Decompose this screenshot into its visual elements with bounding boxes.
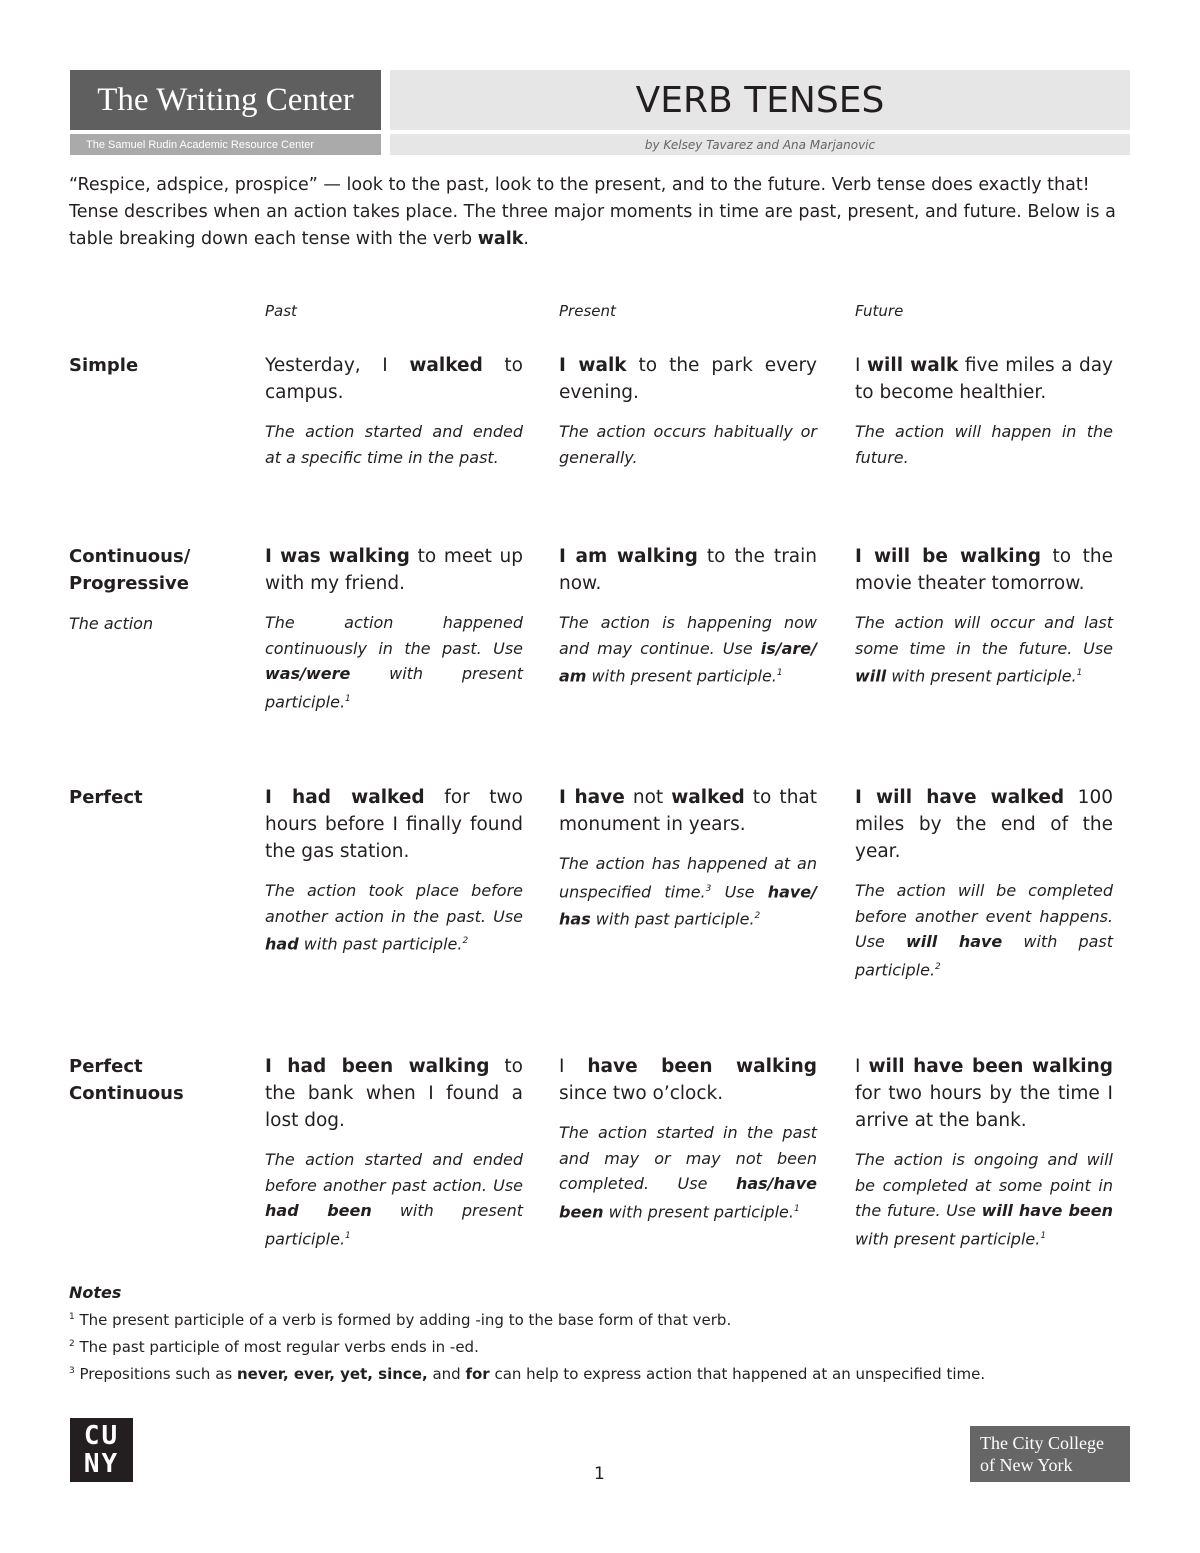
description-part: with past participle. (590, 909, 755, 929)
logo-text: The Writing Center (97, 81, 354, 118)
example-part: walked (409, 355, 483, 376)
logo-subtitle: The Samuel Rudin Academic Resource Center (70, 134, 381, 155)
description-part: The action is ongoing and will be completed at some point in the future. Use (855, 1150, 1113, 1220)
example-part: Yesterday, I (265, 355, 410, 376)
tense-description (855, 878, 1113, 982)
tense-description (855, 1147, 1113, 1251)
tense-description (559, 851, 817, 932)
example-sentence (559, 352, 817, 406)
example-sentence (559, 784, 817, 838)
example-sentence (265, 543, 523, 597)
description-part: 2 (935, 961, 941, 972)
description-part: 1 (776, 668, 783, 678)
table-cell-perfect-continuous-past (265, 1053, 523, 1251)
tense-description (559, 610, 817, 689)
table-cell-simple-present (559, 352, 817, 470)
description-part: with present participle. (265, 664, 523, 711)
note-part: The past participle of most regular verbs ends in -ed. (74, 1338, 479, 1356)
description-part: 1 (345, 1230, 351, 1241)
table-cell-simple-past (265, 352, 523, 470)
example-part: to the movie theater tomorrow. (855, 546, 1113, 594)
description-part: The action will be completed before another event happens. Use (855, 881, 1113, 951)
example-sentence (855, 784, 1113, 865)
example-sentence (559, 1053, 817, 1107)
description-part: 2 (462, 936, 469, 946)
table-cell-perfect-present (559, 784, 817, 932)
note-item (69, 1359, 1131, 1386)
example-sentence (265, 784, 523, 865)
description-part: The action started in the past and may or may not been completed. Use (559, 1123, 817, 1193)
example-sentence (855, 352, 1113, 406)
description-part: was/were (265, 664, 351, 683)
tense-description (559, 419, 817, 470)
table-cell-perfect-future (855, 784, 1113, 982)
example-part: will have been walking (868, 1056, 1113, 1077)
cuny-logo (70, 1418, 133, 1482)
intro-end: . (523, 229, 529, 249)
description-part: with present participle. (586, 666, 777, 686)
college-name-line1: The City College (980, 1433, 1104, 1453)
note-part: never, ever, yet, since, (236, 1365, 428, 1383)
table-cell-continuous-progressive-past (265, 543, 523, 714)
description-part: will have been (981, 1201, 1113, 1220)
description-part: with present participle. (855, 1228, 1041, 1248)
description-part: 1 (1076, 668, 1083, 678)
description-part: The action will happen in the future. (855, 422, 1113, 467)
description-part: The action occurs habitually or generally. (559, 422, 817, 467)
cuny-logo-line2: NY (83, 1449, 120, 1479)
column-header-past: Past (265, 302, 297, 320)
example-part: to the bank when I found a lost dog. (265, 1056, 524, 1131)
example-part: for two hours by the time I arrive at the bank. (855, 1083, 1113, 1131)
tense-description (265, 878, 523, 957)
description-part: with present participle. (886, 666, 1077, 686)
description-part: with present participle. (603, 1201, 794, 1221)
description-part: The action is happening now and may continue. Use (559, 613, 817, 658)
description-part: Use (711, 881, 768, 901)
description-part: 3 (705, 883, 712, 894)
intro-text: “Respice, adspice, prospice” — look to the past, look to the present, and to the future. Verb tense does exactly that! Tense describes when an action takes place. The three major moments in time are past, present, and future. Below is a table breaking down each tense with the verb (69, 175, 1116, 249)
column-header-future: Future (855, 302, 904, 320)
description-part: with past participle. (298, 934, 463, 954)
example-part: will walk (866, 355, 959, 376)
example-part: I had been walking (265, 1056, 490, 1077)
row-label-continuous-progressive: Continuous/ Progressive (69, 546, 191, 594)
description-part: had (265, 934, 299, 954)
example-part: to meet up with my friend. (265, 546, 523, 594)
description-part: 2 (754, 911, 761, 922)
description-part: The action happened continuously in the past. Use (265, 613, 523, 658)
description-part: The action has happened at an unspecified time. (559, 854, 817, 901)
intro-verb: walk (477, 229, 524, 249)
page-title: VERB TENSES (390, 70, 1130, 130)
notes-title: Notes (69, 1283, 122, 1302)
tense-description (855, 610, 1113, 689)
example-part: I (559, 1056, 588, 1077)
example-part: to the park every evening. (559, 355, 817, 403)
description-part: with past participle. (855, 932, 1114, 979)
description-part: The action will occur and last some time in the future. Use (855, 613, 1113, 658)
notes-section (69, 1281, 1131, 1386)
table-cell-perfect-continuous-present (559, 1053, 817, 1224)
column-header-present: Present (559, 302, 616, 320)
authors-line: by Kelsey Tavarez and Ana Marjanovic (390, 134, 1130, 155)
example-part: for two hours before I finally found the gas station. (265, 787, 523, 862)
example-sentence (855, 1053, 1113, 1134)
table-cell-continuous-progressive-present (559, 543, 817, 689)
notes-list (69, 1305, 1131, 1386)
example-sentence (265, 352, 523, 406)
description-part: 1 (1040, 1230, 1047, 1241)
row-label-perfect: Perfect (69, 787, 143, 808)
tense-description (265, 610, 523, 714)
example-part: to campus. (265, 355, 524, 403)
tense-description (265, 419, 523, 470)
college-name-line2: of New York (980, 1455, 1073, 1475)
example-part: I had walked (265, 787, 425, 808)
note-part: 1 (69, 1312, 75, 1322)
tense-description (265, 1147, 523, 1251)
example-part: I have (559, 787, 625, 808)
example-part: I (855, 1056, 869, 1077)
description-part: The action took place before another action in the past. Use (265, 881, 523, 926)
note-part: can help to express action that happened at an unspecified time. (489, 1365, 986, 1383)
example-sentence (265, 1053, 523, 1134)
note-part: for (465, 1365, 490, 1383)
description-part: The action started and ended at a specific time in the past. (265, 422, 523, 467)
example-part: I walk (559, 355, 627, 376)
city-college-logo (970, 1426, 1130, 1482)
description-part: have/ has (559, 881, 817, 929)
example-part: to that monument in years. (559, 787, 818, 835)
row-label-simple: Simple (69, 355, 139, 376)
example-part: not (624, 787, 672, 808)
note-part: Prepositions such as (74, 1365, 237, 1383)
cuny-logo-line1: CU (83, 1421, 120, 1451)
row-label-perfect-continuous: Perfect Continuous (69, 1056, 184, 1104)
note-part: The present participle of a verb is formed by adding -ing to the base form of that verb. (74, 1311, 732, 1329)
note-part: and (427, 1365, 466, 1383)
example-part: since two o’clock. (559, 1083, 724, 1104)
description-part: with present participle. (265, 1201, 523, 1248)
description-part: will have (906, 932, 1003, 951)
example-part: 100 miles by the end of the year. (855, 787, 1113, 862)
note-item (69, 1305, 1131, 1332)
example-part: I will have walked (855, 787, 1065, 808)
writing-center-logo (70, 70, 381, 130)
page-number: 1 (594, 1464, 605, 1484)
intro-paragraph (69, 172, 1131, 253)
description-part: 1 (345, 693, 351, 704)
table-cell-perfect-continuous-future (855, 1053, 1113, 1251)
tense-description (855, 419, 1113, 470)
example-part: I was walking (265, 546, 410, 567)
example-part: I (855, 355, 867, 376)
description-part: 1 (793, 1203, 800, 1214)
tense-description (559, 1120, 817, 1224)
example-part: I am walking (559, 546, 698, 567)
row-sublabel-continuous-progressive: The action (69, 614, 154, 633)
note-item (69, 1332, 1131, 1359)
table-cell-simple-future (855, 352, 1113, 470)
example-sentence (855, 543, 1113, 597)
example-part: I will be walking (855, 546, 1042, 567)
note-part: 2 (69, 1339, 75, 1349)
table-cell-continuous-progressive-future (855, 543, 1113, 689)
example-part: to the train now. (559, 546, 817, 594)
table-cell-perfect-past (265, 784, 523, 957)
description-part: The action started and ended before another past action. Use (265, 1150, 523, 1195)
note-part: 3 (69, 1366, 75, 1376)
description-part: is/are/ am (559, 638, 817, 686)
description-part: will (855, 666, 887, 686)
description-part: has/have been (559, 1174, 817, 1221)
description-part: had been (265, 1201, 372, 1220)
example-sentence (559, 543, 817, 597)
example-part: have been walking (587, 1056, 818, 1077)
example-part: five miles a day to become healthier. (855, 355, 1113, 403)
example-part: walked (671, 787, 745, 808)
